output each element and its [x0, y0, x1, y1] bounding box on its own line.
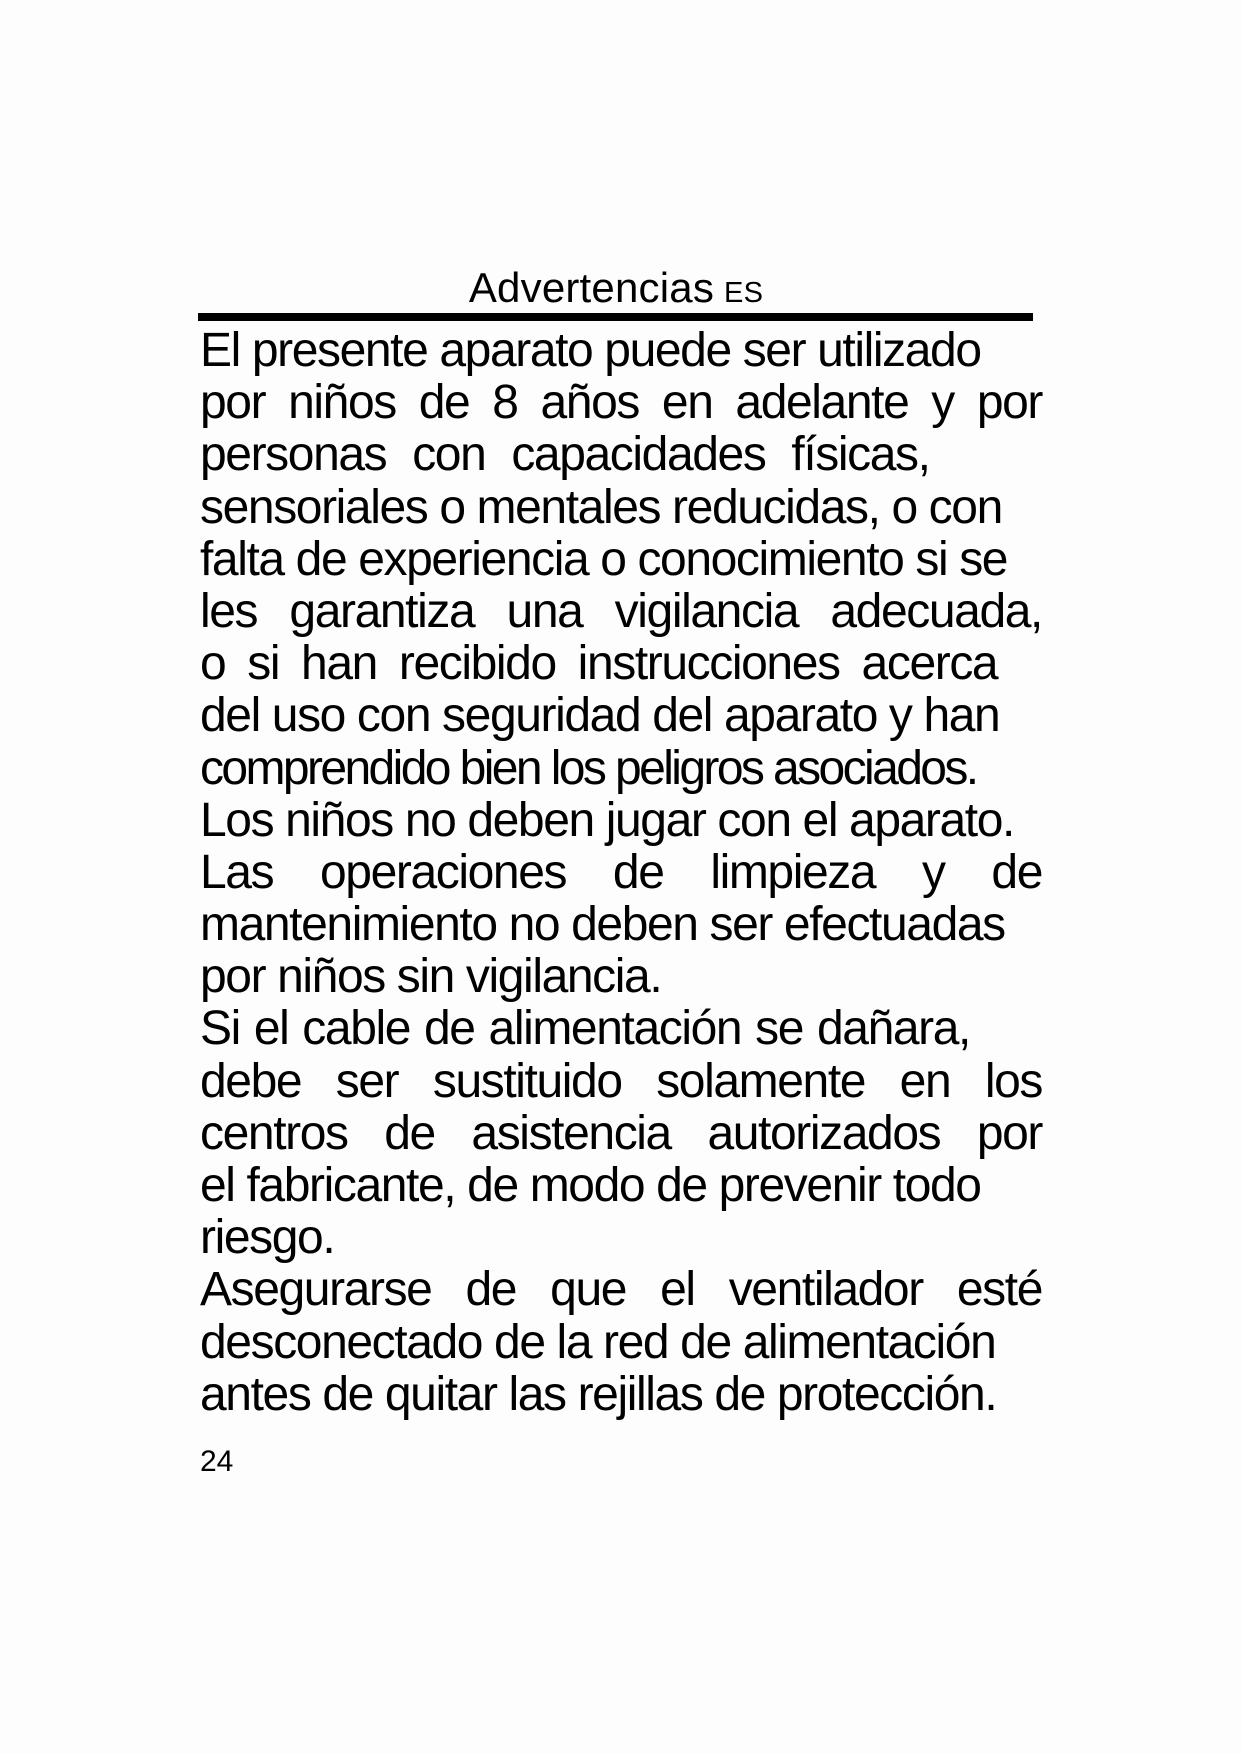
section-title: Advertencias [468, 264, 715, 311]
text-line: Los niños no deben jugar con el aparato. [200, 793, 1014, 847]
text-line: desconectado de la red de alimentación [200, 1315, 996, 1369]
text-line: riesgo. [200, 1211, 335, 1265]
language-code: ES [724, 277, 764, 309]
text-line: El presente aparato puede ser utilizado [200, 324, 981, 377]
warning-text [200, 325, 1042, 1421]
text-line: sensoriales o mentales reducidas, o con [200, 480, 1002, 534]
text-line: falta de experiencia o conocimiento si se [200, 532, 1008, 586]
text-line: antes de quitar las rejillas de protección. [200, 1367, 997, 1421]
text-line: Asegurarse de que el ventilador esté [200, 1263, 1042, 1317]
page-number: 24 [200, 1445, 234, 1478]
text-line: del uso con seguridad del aparato y han [200, 689, 1000, 743]
text-line: el fabricante, de modo de prevenir todo [200, 1159, 981, 1212]
header-divider [198, 313, 1033, 321]
text-line: mantenimiento no deben ser efectuadas [200, 898, 1005, 952]
text-line: debe ser sustituido solamente en los [200, 1054, 1042, 1108]
text-line: personas con capacidades físicas, [200, 428, 930, 482]
text-line: por niños de 8 años en adelante y por [200, 376, 1042, 430]
text-line: o si han recibido instrucciones acerca [200, 637, 998, 691]
text-line: comprendido bien los peligros asociados. [200, 741, 977, 795]
text-line: centros de asistencia autorizados por [200, 1106, 1042, 1160]
text-line: les garantiza una vigilancia adecuada, [200, 584, 1042, 638]
section-header [200, 263, 1032, 318]
text-line: Si el cable de alimentación se dañara, [200, 1002, 970, 1056]
text-line: Las operaciones de limpieza y de [200, 845, 1042, 899]
text-line: por niños sin vigilancia. [200, 950, 662, 1004]
